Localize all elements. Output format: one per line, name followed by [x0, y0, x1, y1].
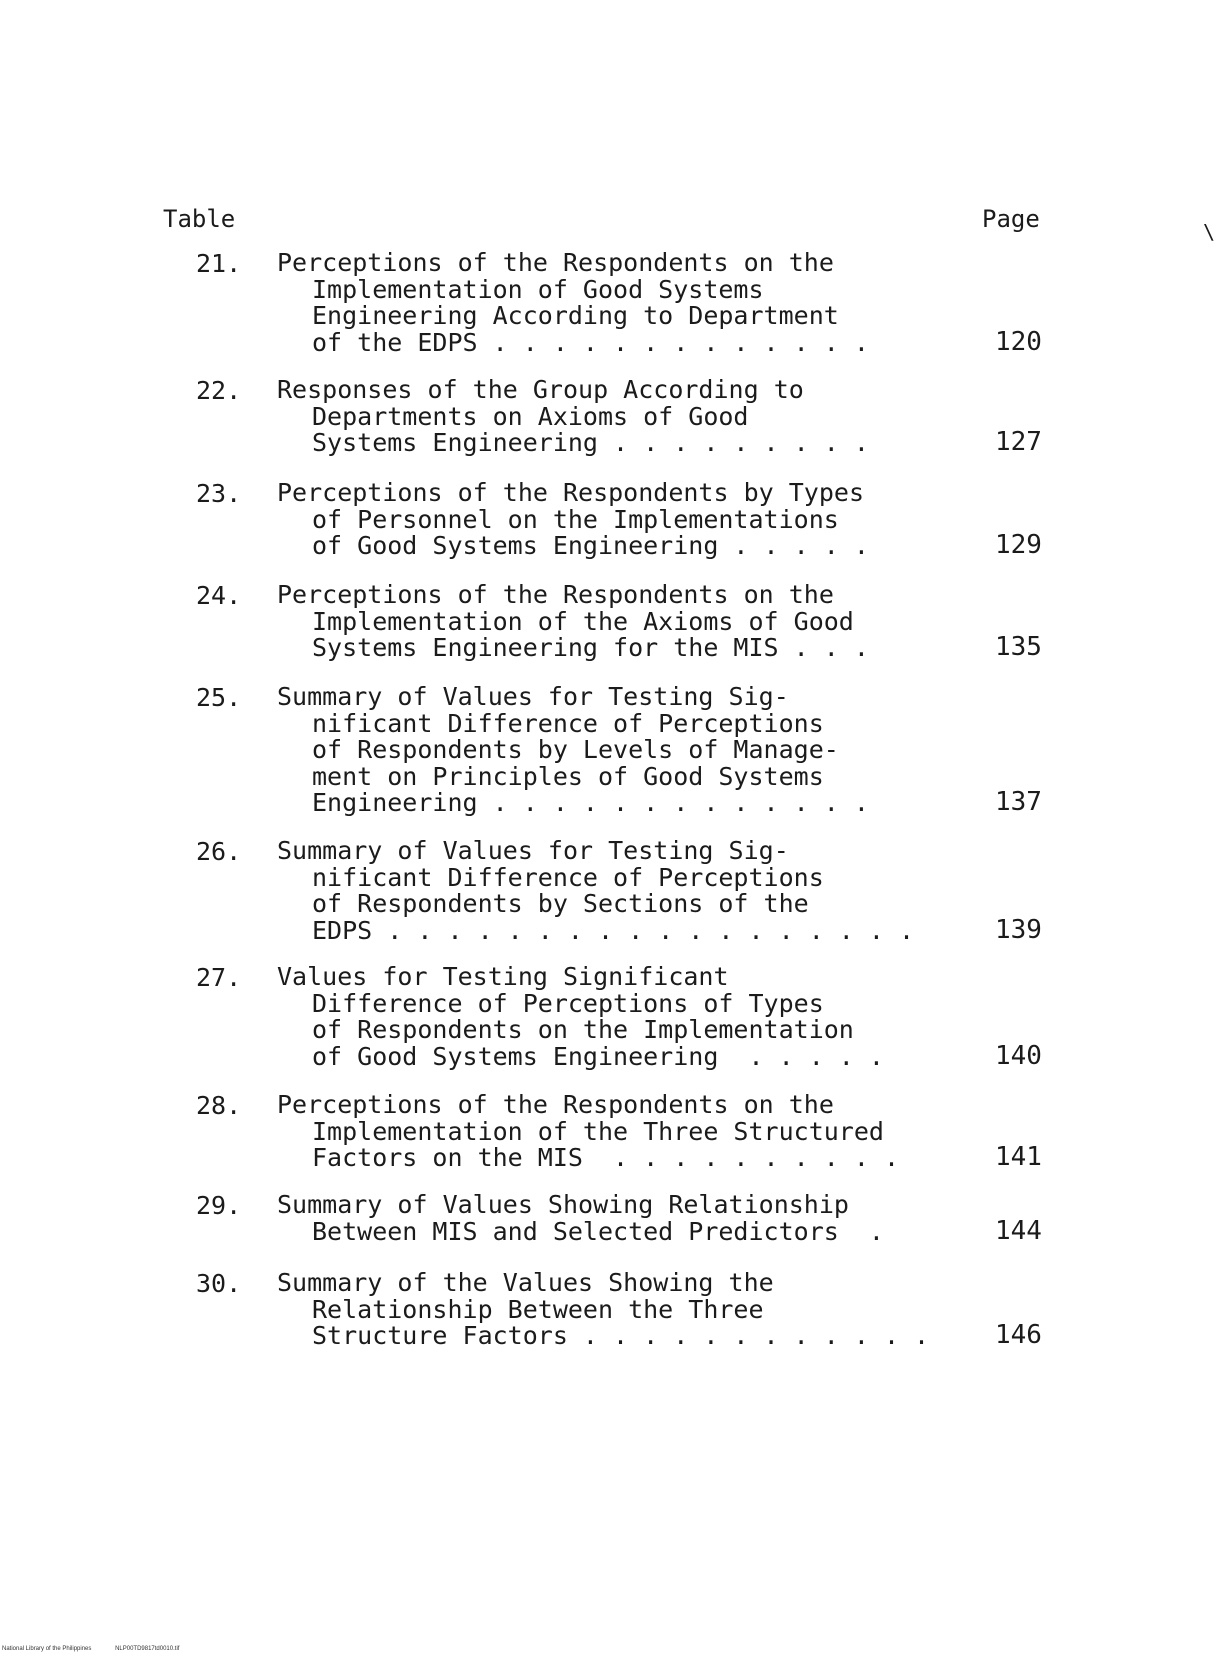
- page-number: 137: [995, 787, 1042, 817]
- table-number: 30.: [196, 1269, 242, 1298]
- footer-library: National Library of the Philippines: [2, 1646, 92, 1652]
- table-number: 22.: [196, 376, 242, 405]
- title-line: nificant Difference of Perceptions: [312, 862, 824, 892]
- scan-footer: [2, 1646, 201, 1652]
- title-line: Systems Engineering for the MIS . . .: [312, 633, 869, 662]
- table-title: [277, 480, 957, 560]
- title-line: Perceptions of the Respondents by Types: [277, 478, 864, 507]
- title-line: Engineering According to Department: [312, 301, 839, 330]
- title-line: Summary of the Values Showing the: [277, 1268, 774, 1297]
- table-number: 29.: [196, 1191, 242, 1220]
- title-line: Values for Testing Significant: [277, 962, 729, 991]
- table-title: [277, 250, 957, 356]
- title-line: of Personnel on the Implementations: [312, 504, 839, 534]
- table-number: 27.: [196, 963, 242, 992]
- table-number: 23.: [196, 479, 242, 508]
- title-line: of Respondents by Sections of the: [312, 889, 809, 918]
- table-title: [277, 582, 957, 662]
- title-line: Summary of Values for Testing Sig-: [277, 836, 789, 865]
- title-line: of Respondents on the Implementation: [312, 1015, 854, 1044]
- table-column-header: Table: [163, 205, 236, 233]
- title-line: Engineering . . . . . . . . . . . . .: [312, 788, 869, 817]
- title-line: Implementation of the Three Structured: [312, 1116, 884, 1146]
- title-line: Departments on Axioms of Good: [312, 401, 749, 431]
- title-line: Responses of the Group According to: [277, 375, 804, 404]
- page-number: 135: [995, 632, 1042, 662]
- page-number: 141: [995, 1142, 1042, 1172]
- table-title: [277, 964, 957, 1070]
- title-line: Relationship Between the Three: [312, 1294, 764, 1324]
- page-number: 120: [995, 326, 1042, 357]
- table-number: 28.: [196, 1091, 242, 1120]
- title-line: EDPS . . . . . . . . . . . . . . . . . .: [312, 915, 915, 945]
- table-number: 24.: [196, 581, 242, 610]
- title-line: of the EDPS . . . . . . . . . . . . .: [312, 327, 869, 357]
- title-line: Between MIS and Selected Predictors .: [312, 1216, 884, 1246]
- page-column-header: Page: [982, 205, 1040, 233]
- title-line: Structure Factors . . . . . . . . . . . .: [312, 1321, 930, 1350]
- title-line: Factors on the MIS . . . . . . . . . .: [312, 1143, 899, 1172]
- table-title: [277, 1092, 957, 1172]
- title-line: of Good Systems Engineering . . . . .: [312, 1041, 884, 1071]
- table-title: [277, 377, 957, 457]
- page-number: 127: [995, 427, 1042, 457]
- title-line: nificant Difference of Perceptions: [312, 708, 824, 738]
- title-line: Perceptions of the Respondents on the: [277, 1090, 834, 1119]
- title-line: Systems Engineering . . . . . . . . .: [312, 428, 869, 457]
- stray-mark: \: [1203, 220, 1216, 244]
- footer-file: NLP00TD9817td0010.tif: [115, 1646, 180, 1652]
- table-title: [277, 684, 957, 817]
- title-line: ment on Principles of Good Systems: [312, 761, 824, 791]
- page-number: 146: [995, 1320, 1042, 1350]
- title-line: Summary of Values for Testing Sig-: [277, 682, 789, 711]
- title-line: of Respondents by Levels of Manage-: [312, 735, 839, 764]
- title-line: Implementation of the Axioms of Good: [312, 606, 854, 636]
- title-line: Perceptions of the Respondents on the: [277, 248, 834, 277]
- title-line: Perceptions of the Respondents on the: [277, 580, 834, 609]
- page-number: 140: [995, 1040, 1042, 1071]
- title-line: Implementation of Good Systems: [312, 274, 764, 304]
- page-number: 144: [995, 1215, 1042, 1246]
- table-number: 21.: [196, 249, 242, 278]
- page-number: 129: [995, 530, 1042, 560]
- table-number: 26.: [196, 837, 242, 866]
- title-line: of Good Systems Engineering . . . . .: [312, 531, 869, 560]
- title-line: Summary of Values Showing Relationship: [277, 1190, 849, 1219]
- page-number: 139: [995, 914, 1042, 945]
- title-line: Difference of Perceptions of Types: [312, 988, 824, 1018]
- table-title: [277, 838, 957, 944]
- table-number: 25.: [196, 683, 242, 712]
- table-title: [277, 1192, 957, 1245]
- table-title: [277, 1270, 957, 1350]
